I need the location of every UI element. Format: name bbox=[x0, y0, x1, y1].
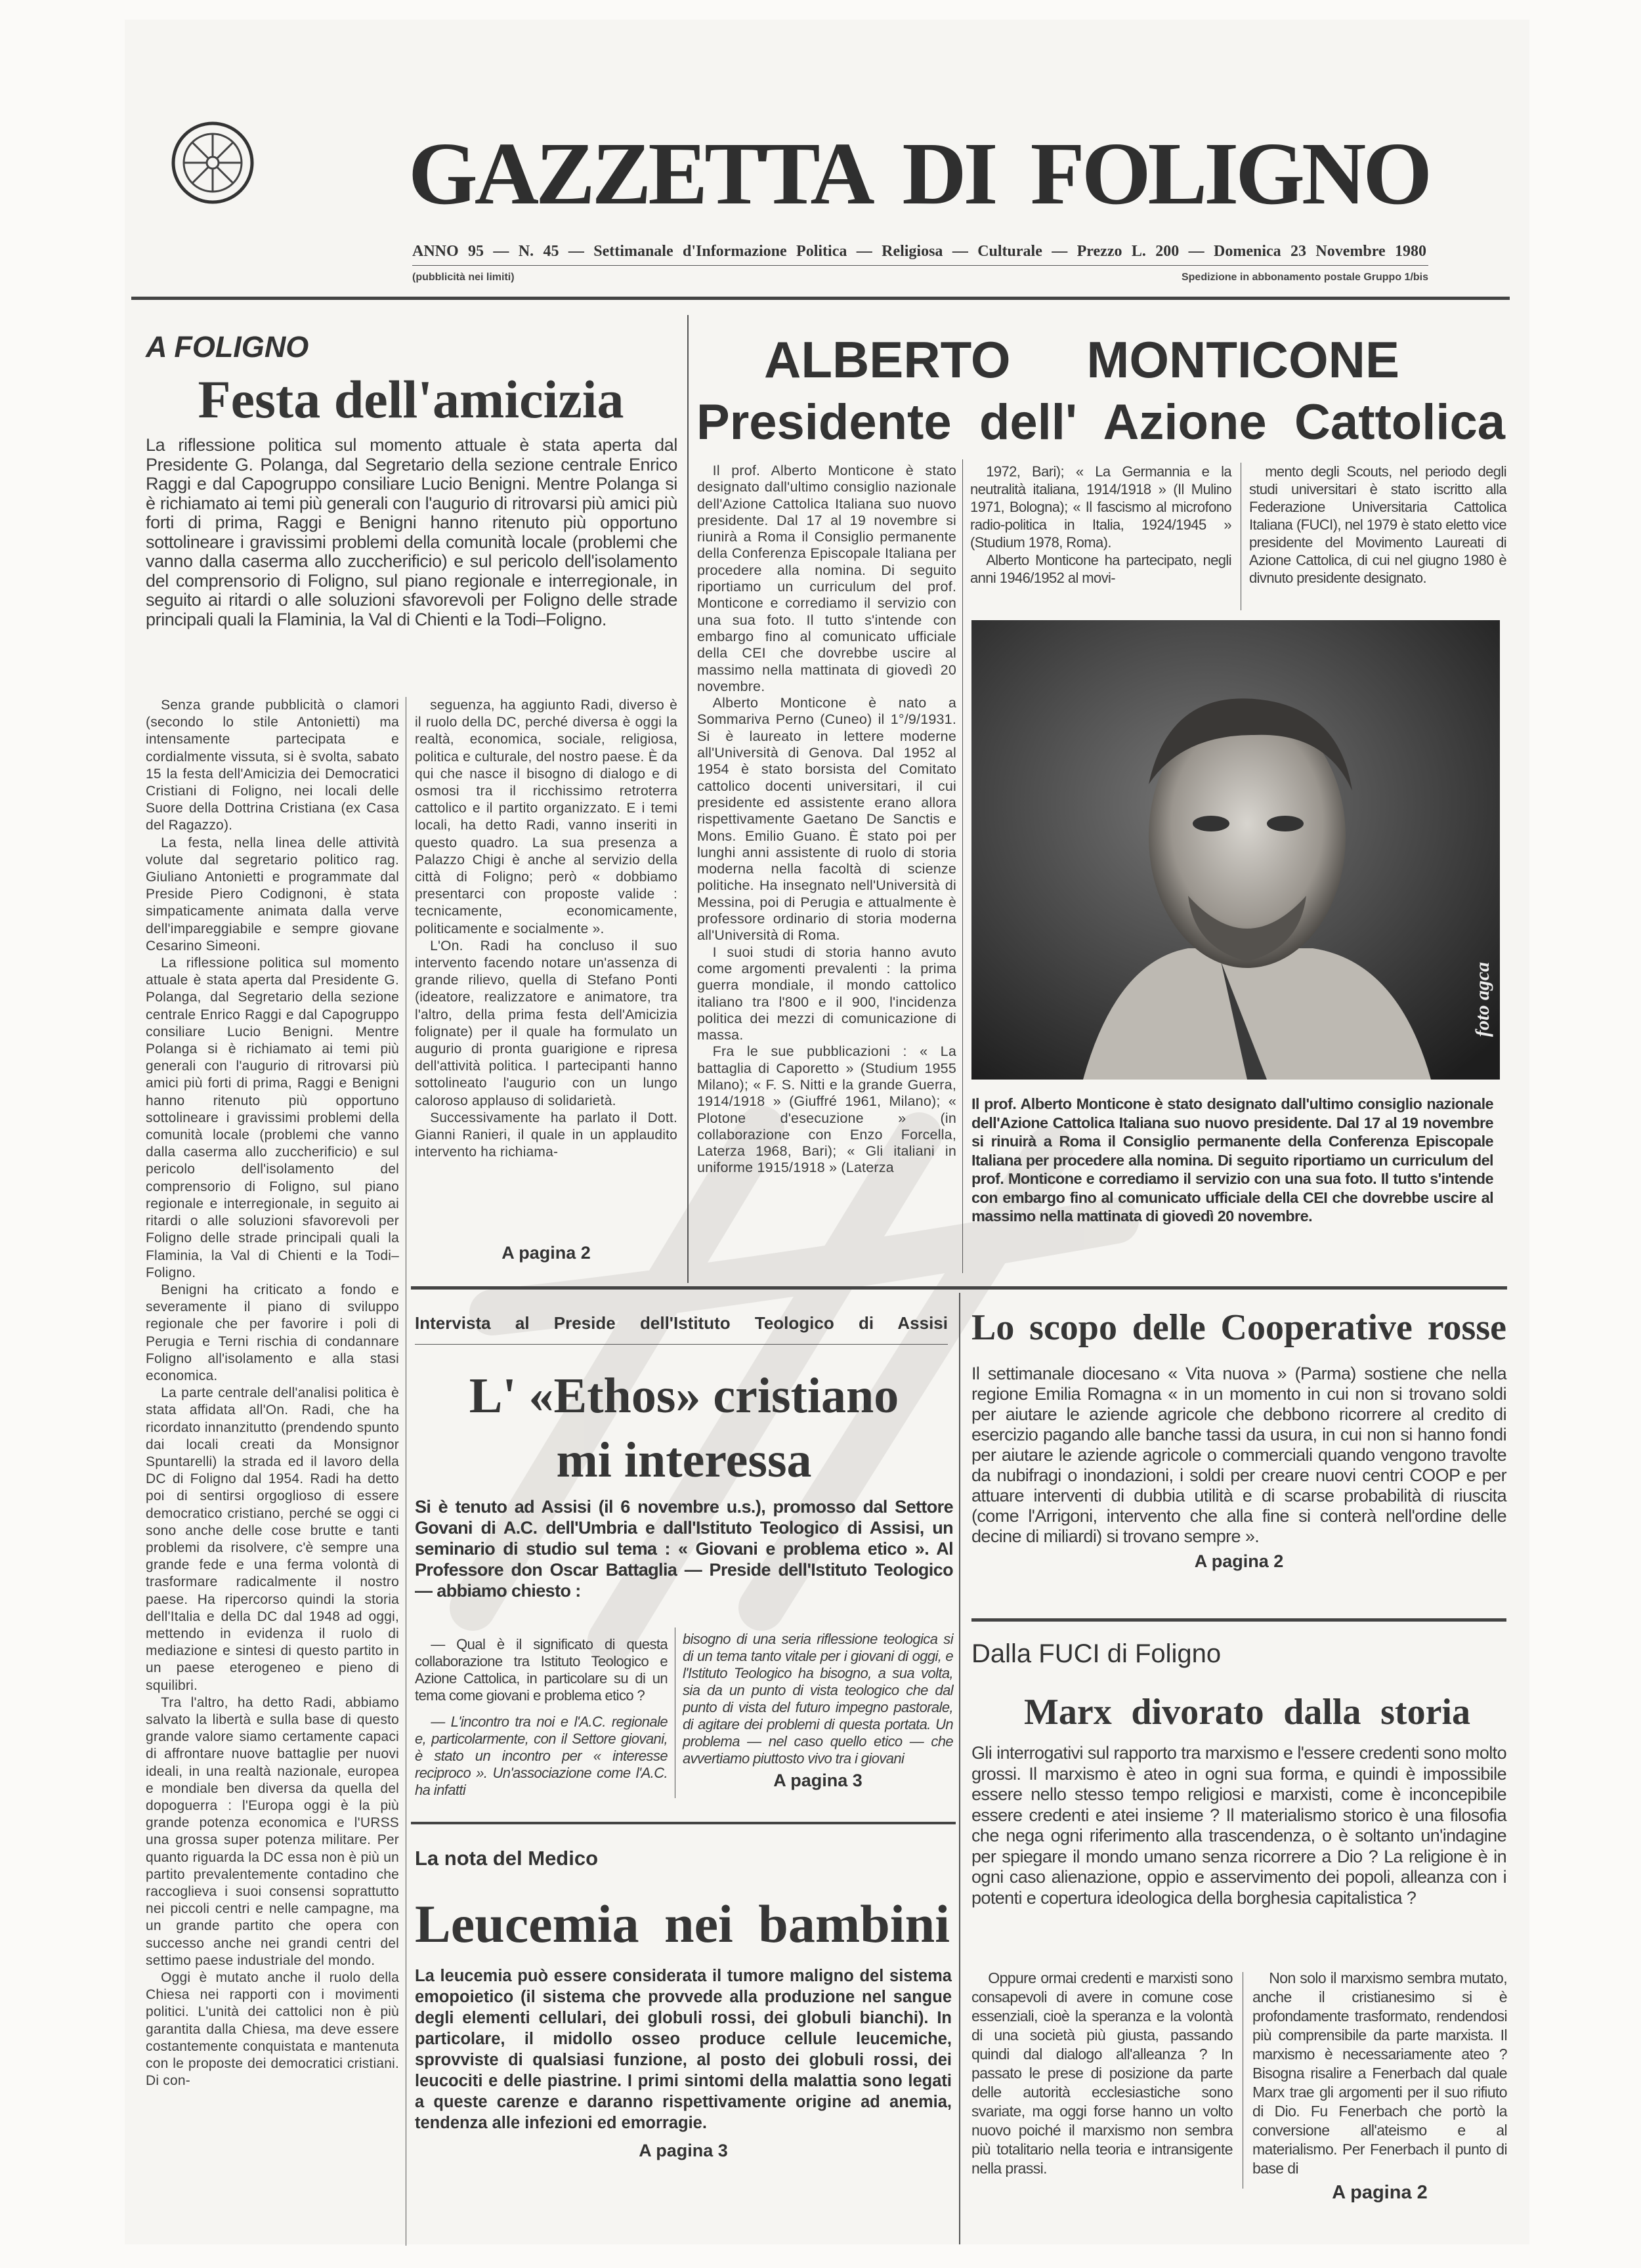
paragraph: Benigni ha criticato a fondo e severamente il piano di sviluppo regionale che per favorire i poli di Perugia e Terni rischia di condannare Foligno all'isolamento e alla stasi economica. bbox=[146, 1282, 399, 1383]
paragraph: Il prof. Alberto Monticone è stato designato dall'ultimo consiglio nazionale dell'Azione Cattolica Italiana suo nuovo presidente. Dal 17 al 19 novembre si riunirà a Roma il Consiglio permanente della Conferenza Episcopale Italiana per procedere alla nomina. Di seguito riportiamo un curriculum del prof. Monticone e corrediamo il servizio con una sua foto. Il tutto s'intende con embargo fino al comunicato ufficiale della CEI che dovrebbe uscire al massimo nella mattinata di giovedì 20 novembre. bbox=[697, 463, 956, 694]
interview-answer: bisogno di una seria riflessione teologica si di un tema tanto vitale per i giovani di oggi, e l'Istituto Teologico ha bisogno, a sua volta, sia da un punto di vista teologico che dal punto di vista del futuro impegno pastorale, di agitare dei problemi di questa portata. Un problema — nel caso quello etico — che avvertiamo piuttosto vivo tra i giovani bbox=[683, 1631, 953, 1767]
paragraph: La riflessione politica sul momento attuale è stata aperta dal Presidente G. Polanga, dal Segretario della sezione centrale Enrico Raggi e dal Capogruppo consiliare Lucio Benigni. Mentre Polanga si è richiamato ai temi più generali con l'augurio di ritrovarsi più amici più forti di prima, Raggi e Benigni hanno ritenuto più opportuno sottolineare i gravissimi problemi della comunità locale (problemi che vanno dalla caserma allo zuccherificio) e sul pericolo dell'isolamento del comprensorio di Foligno, sul piano regionale e interregionale, in seguito ai ritardi o alle soluzioni sfavorevoli per Foligno delle strade principali quali la Flaminia, la Val di Chienti e la Todi–Foligno. bbox=[146, 956, 399, 1280]
masthead-rule bbox=[412, 265, 1428, 266]
paragraph: mento degli Scouts, nel periodo degli studi universitari è stato iscritto alla Federazione Universitaria Cattolica Italiana (FUCI), nel 1979 è stato eletto vice presidente del Movimento Laureati di Azione Cattolica, di cui nel giugno 1980 è divnuto presidente designato. bbox=[1249, 463, 1506, 586]
ethos-headline-line-2: mi interessa bbox=[556, 1433, 812, 1488]
festa-continued: A pagina 2 bbox=[501, 1243, 591, 1263]
ethos-headline: L' «Ethos» cristiano bbox=[469, 1368, 899, 1423]
festa-column-2 bbox=[415, 697, 677, 1161]
section-rule bbox=[971, 1618, 1506, 1622]
ethos-continued: A pagina 3 bbox=[773, 1771, 863, 1790]
masthead-bottom-rule bbox=[131, 297, 1510, 300]
paragraph: Alberto Monticone ha partecipato, negli anni 1946/1952 al movi- bbox=[970, 552, 1231, 586]
festa-column-1 bbox=[146, 697, 399, 2090]
marx-column-1 bbox=[971, 1969, 1233, 2178]
monticone-subheadline: Presidente dell' Azione Cattolica bbox=[696, 394, 1505, 450]
ethos-column-1 bbox=[415, 1631, 668, 1799]
ethos-intro bbox=[415, 1496, 953, 1601]
paragraph: Fra le sue pubblicazioni : « La battaglia di Caporetto » (Studium 1955 Milano); « F. S. Nitti e la grande Guerra, 1914/1918 » (Giuffré 1961, Milano); « Plotone d'esecuzione » (in collaborazione con Enzo Forcella, Laterza 1968, Bari); « Gli italiani in uniforme 1915/1918 » (Laterza bbox=[697, 1043, 956, 1176]
marx-lead bbox=[971, 1743, 1506, 1908]
leucemia-headline: Leucemia nei bambini bbox=[415, 1894, 950, 1954]
section-rule bbox=[411, 1286, 1507, 1290]
marx-headline: Marx divorato dalla storia bbox=[1024, 1692, 1470, 1732]
column-divider bbox=[959, 1293, 960, 2244]
svg-text:foto agca: foto agca bbox=[1472, 961, 1493, 1037]
issue-info-line: ANNO 95 — N. 45 — Settimanale d'Informazione Politica — Religiosa — Culturale — Prezzo L. 200 — Domenica 23 Novembre 1980 bbox=[412, 243, 1426, 260]
section-rule bbox=[411, 1822, 956, 1824]
paragraph: Oppure ormai credenti e marxisti sono consapevoli di avere in comune cose essenziali, cioè la speranza e la volontà di una società più giusta, passando quindi dal dialogo all'alleanza ? In passato le prese di posizione da parte delle autorità ecclesiastiche sono svariate, ma oggi forse hanno un volto nuovo poiché il marxismo non sembra più totalitario nella teoria e intransigente nella prassi. bbox=[971, 1969, 1233, 2177]
masthead-title: GAZZETTA DI FOLIGNO bbox=[408, 125, 1429, 223]
monticone-headline: ALBERTO MONTICONE bbox=[764, 331, 1399, 388]
column-divider bbox=[962, 459, 963, 1273]
paragraph: seguenza, ha aggiunto Radi, diverso è il ruolo della DC, perché diversa è oggi la realtà, economica, sociale, religiosa, politica e culturale, del nostro paese. È da qui che nasce il bisogno di dialogo e di osmosi tra il ricchissimo retroterra cattolico e il partito organizzato. E i temi locali, ha detto Radi, vanno inseriti in questo quadro. La sua presenza a Palazzo Chigi è anche al servizio della città di Foligno; però « dobbiamo presentarci con proposte valide : tecnicamente, economicamente, politicamente e socialmente ». bbox=[415, 698, 677, 936]
interview-answer: — L'incontro tra noi e l'A.C. regionale e, particolarmente, con il Settore giovani, è stato un incontro per « interesse reciproco ». Un'associazione come l'A.C. ha infatti bbox=[415, 1713, 668, 1798]
cooperative-body bbox=[971, 1364, 1506, 1572]
cooperative-continued: A pagina 2 bbox=[1194, 1551, 1284, 1571]
festa-headline: Festa dell'amicizia bbox=[198, 369, 624, 429]
rose-window-icon bbox=[169, 119, 256, 206]
paragraph: I suoi studi di storia hanno avuto come argomenti prevalenti : la prima guerra mondiale, il mondo cattolico italiano tra l'800 e il 900, l'incidenza politica dei mezzi di comunicazione di massa. bbox=[697, 944, 956, 1043]
leucemia-body bbox=[415, 1965, 952, 2161]
caption-text: Il prof. Alberto Monticone è stato designato dall'ultimo consiglio nazionale dell'Azione Cattolica Italiana suo nuovo presidente. Dal 17 al 19 novembre si rinuirà a Roma il Consiglio permanente della Conferenza Episcopale Italiana per procedere alla nomina. Di seguito riportiamo un curriculum del prof. Monticone e corrediamo il servizio con una sua foto. Il tutto s'intende con embargo fino al comunicato ufficiale della CEI che dovrebbe uscire al massimo nella mattinata di giovedì 20 novembre. bbox=[971, 1095, 1493, 1225]
leucemia-continued: A pagina 3 bbox=[639, 2141, 728, 2160]
monticone-photo bbox=[971, 620, 1500, 1080]
paragraph: La parte centrale dell'analisi politica è stata affidata all'On. Radi, che ha ricordato innanzitutto (prendendo spunto dai locali creati da Monsignor Spuntarelli) la strada ed il lavoro della DC di Foligno dal 1954. Radi ha detto poi di sentirsi orgoglioso di essere democratico cristiano, perché se oggi ci sono anche delle cose brutte e tanti problemi da risolvere, c'è sempre una grande fede e una ferma volontà di trasformare radicalmente il nostro paese. Ha ripercorso quindi la storia dell'Italia e della DC dal 1948 ad oggi, mettendo in evidenza il ruolo di mediazione e sintesi di questo partito in un paese eterogeneo e pieno di squilibri. bbox=[146, 1385, 399, 1693]
marx-kicker: Dalla FUCI di Foligno bbox=[971, 1639, 1222, 1668]
photo-credit bbox=[1470, 873, 1497, 1043]
monticone-column-c bbox=[1249, 463, 1506, 587]
advertising-note: (pubblicità nei limiti) bbox=[412, 272, 515, 283]
ethos-column-2 bbox=[683, 1631, 953, 1791]
paragraph: L'On. Radi ha concluso il suo intervento facendo notare un'assenza di grande rilievo, quella di Stefano Ponti (ideatore, realizzatore e animatore, tra l'altro, della prima festa dell'Amicizia folignate) per il quale ha formulato un augurio di pronta guarigione e ripresa dell'attività politica. I partecipanti hanno sottolineato l'augurio con un lungo caloroso applauso di solidarietà. bbox=[415, 938, 677, 1108]
paragraph: La riflessione politica sul momento attuale è stata aperta dal Presidente G. Polanga, dal Segretario della sezione centrale Enrico Raggi e dal Capogruppo consiliare Lucio Benigni. Mentre Polanga si è richiamato ai temi più generali con l'augurio di ritrovarsi più amici più forti di prima, Raggi e Benigni hanno ritenuto più opportuno sottolineare i gravissimi problemi della comunità locale (problemi che vanno dalla caserma allo zuccherificio) e sul pericolo dell'isolamento del comprensorio di Foligno, sul piano regionale e interregionale, in seguito ai ritardi o alle soluzioni sfavorevoli per Foligno delle strade principali quali la Flaminia, la Val di Chienti e la Todi–Foligno. bbox=[146, 435, 677, 629]
paragraph: Senza grande pubblicità o clamori (secondo lo stile Antonietti) ma intensamente partecipata e cordialmente vissuta, si è svolta, sabato 15 la festa dell'Amicizia dei Democratici Cristiani di Foligno, nei locali delle Suore della Dottrina Cristiana (ex Casa del Ragazzo). bbox=[146, 698, 399, 833]
monticone-column-b bbox=[970, 463, 1231, 587]
photo-caption bbox=[971, 1095, 1493, 1226]
monticone-column-a bbox=[697, 463, 956, 1177]
paragraph: Alberto Monticone è nato a Sommariva Perno (Cuneo) il 1°/9/1931. Si è laureato in lettere moderne all'Università di Genova. Dal 1952 al 1954 è stato borsista del Comitato cattolico docenti universitari, il cui presidente ed assistente erano allora rispettivamente Gaetano De Sanctis e Mons. Emilio Guano. È stato poi per lunghi anni assistente di ruolo di storia moderna nella facoltà di scienze politiche. Ha insegnato nell'Università di Messina, poi di Perugia e attualmente è professore ordinario di storia moderna all'Università di Roma. bbox=[697, 695, 956, 944]
ethos-kicker: Intervista al Preside dell'Istituto Teologico di Assisi bbox=[415, 1313, 948, 1333]
paragraph: La leucemia può essere considerata il tumore maligno del sistema emopoietico (il sistema che provvede alla produzione nel sangue degli elementi cellulari, dei globuli rossi, dei globuli bianchi). In particolare, il midollo osseo produce cellule leucemiche, sprovviste di qualsiasi funzione, al posto dei globuli rossi, dei leucociti e delle piastrine. I primi sintomi della malattia sono legati a queste carenze e daranno rispettivamente origine ad anemia, tendenza alle infezioni ed emorragie. bbox=[415, 1967, 952, 2132]
festa-kicker: A FOLIGNO bbox=[146, 330, 309, 364]
marx-column-2 bbox=[1252, 1969, 1507, 2203]
cooperative-headline: Lo scopo delle Cooperative rosse bbox=[971, 1307, 1506, 1348]
paragraph: La festa, nella linea delle attività volute dal segretario politico rag. Giuliano Antonietti e programmate dal Preside Piero Codignoni, è stata simpaticamente animata dalla verve dell'impareggiabile e sempre giovane Cesarino Simeoni. bbox=[146, 835, 399, 954]
paragraph: Gli interrogativi sul rapporto tra marxismo e l'essere credenti sono molto grossi. Il marxismo è ateo in ogni sua forma, e quindi è impossibile essere nello stesso tempo religiosi e marxisti, come è inconcepibile essere credenti e atei insieme ? Il materialismo storico è una filosofia che nega ogni riferimento alla trascendenza, o è soltanto un'indagine per spiegare il mondo umano senza ricorrere a Dio ? La religione è in ogni caso alienazione, oppio e asservimento dei popoli, alleanza con i potenti e copertura ideologica della borghesia capitalistica ? bbox=[971, 1743, 1506, 1908]
paragraph: Il settimanale diocesano « Vita nuova » (Parma) sostiene che nella regione Emilia Romagna « in un momento in cui non si trovano soldi per aiutare le aziende agricole che debbono ricorrere al credito di esercizio pagando alle banche tassi da usura, in cui non si hanno fondi per aiutare le aziende agricole o commerciali quando vengono travolte da nubifragi o inondazioni, i soldi per creare nuovi centri COOP e per attuare interventi di dubbia utilità e di scarse probabilità di riuscita (come l'Arrigoni, intervento che alla fine si conterà nell'ordine delle decine di miliardi) si trovano sempre ». bbox=[971, 1364, 1506, 1546]
paragraph: Oggi è mutato anche il ruolo della Chiesa nei rapporti con i movimenti politici. L'unità dei cattolici non è più garantita dalla Chiesa, ma deve essere costantemente conquistata e mantenuta con le proposte dei democratici cristiani. Di con- bbox=[146, 1970, 399, 2089]
marx-continued: A pagina 2 bbox=[1332, 2182, 1428, 2203]
postal-note: Spedizione in abbonamento postale Gruppo 1/bis bbox=[1181, 272, 1428, 283]
leucemia-kicker: La nota del Medico bbox=[415, 1847, 599, 1870]
paragraph: Tra l'altro, ha detto Radi, abbiamo salvato la libertà e sulla base di questo grande valore siamo certamente capaci di affrontare nuove battaglie per nuovi ideali, in una realtà nazionale, europea e mondiale ben diversa da quella del dopoguerra : l'Europa oggi è la più grande potenza economica e l'URSS una grossa super potenza militare. Per quanto riguarda la DC essa non è più un partito prevalentemente contadino che raccoglieva i suoi consensi soprattutto nei piccoli centri e nelle campagne, ma un grande partito che opera con successo anche nei grandi centri del settimo paese industriale del mondo. bbox=[146, 1694, 399, 1968]
paragraph: Non solo il marxismo sembra mutato, anche il cristianesimo si è profondamente trasformato, rendendosi più comprensibile da parte marxista. Il marxismo è necessariamente ateo ? Bisogna risalire a Fenerbach dal quale Marx trae gli argomenti per il suo rifiuto di Dio. Fu Fenerbach che portò la conversione all'ateismo e al materialismo. Per Fenerbach il punto di base di bbox=[1252, 1969, 1507, 2177]
interview-question: — Qual è il significato di questa collaborazione tra Istituto Teologico e Azione Cattolica, in particolare su di un tema come giovani e problema etico ? bbox=[415, 1636, 668, 1704]
festa-lead bbox=[146, 436, 677, 629]
paragraph: 1972, Bari); « La Germannia e la neutralità italiana, 1914/1918 » (Il Mulino 1971, Bologna); « Il fascismo al microfono radio-politica in Italia, 1924/1945 » (Studium 1978, Roma). bbox=[970, 463, 1231, 551]
kicker-underline bbox=[415, 1344, 948, 1345]
paragraph: Si è tenuto ad Assisi (il 6 novembre u.s.), promosso dal Settore Govani di A.C. dell'Umbria e dall'Istituto Teologico di Assisi, un seminario di studio sul tema : « Giovani e problema etico ». Al Professore don Oscar Battaglia — Preside dell'Istituto Teologico — abbiamo chiesto : bbox=[415, 1497, 953, 1601]
column-divider bbox=[687, 315, 689, 1283]
paragraph: Successivamente ha parlato il Dott. Gianni Ranieri, il quale in un applaudito intervento ha richiama- bbox=[415, 1110, 677, 1160]
